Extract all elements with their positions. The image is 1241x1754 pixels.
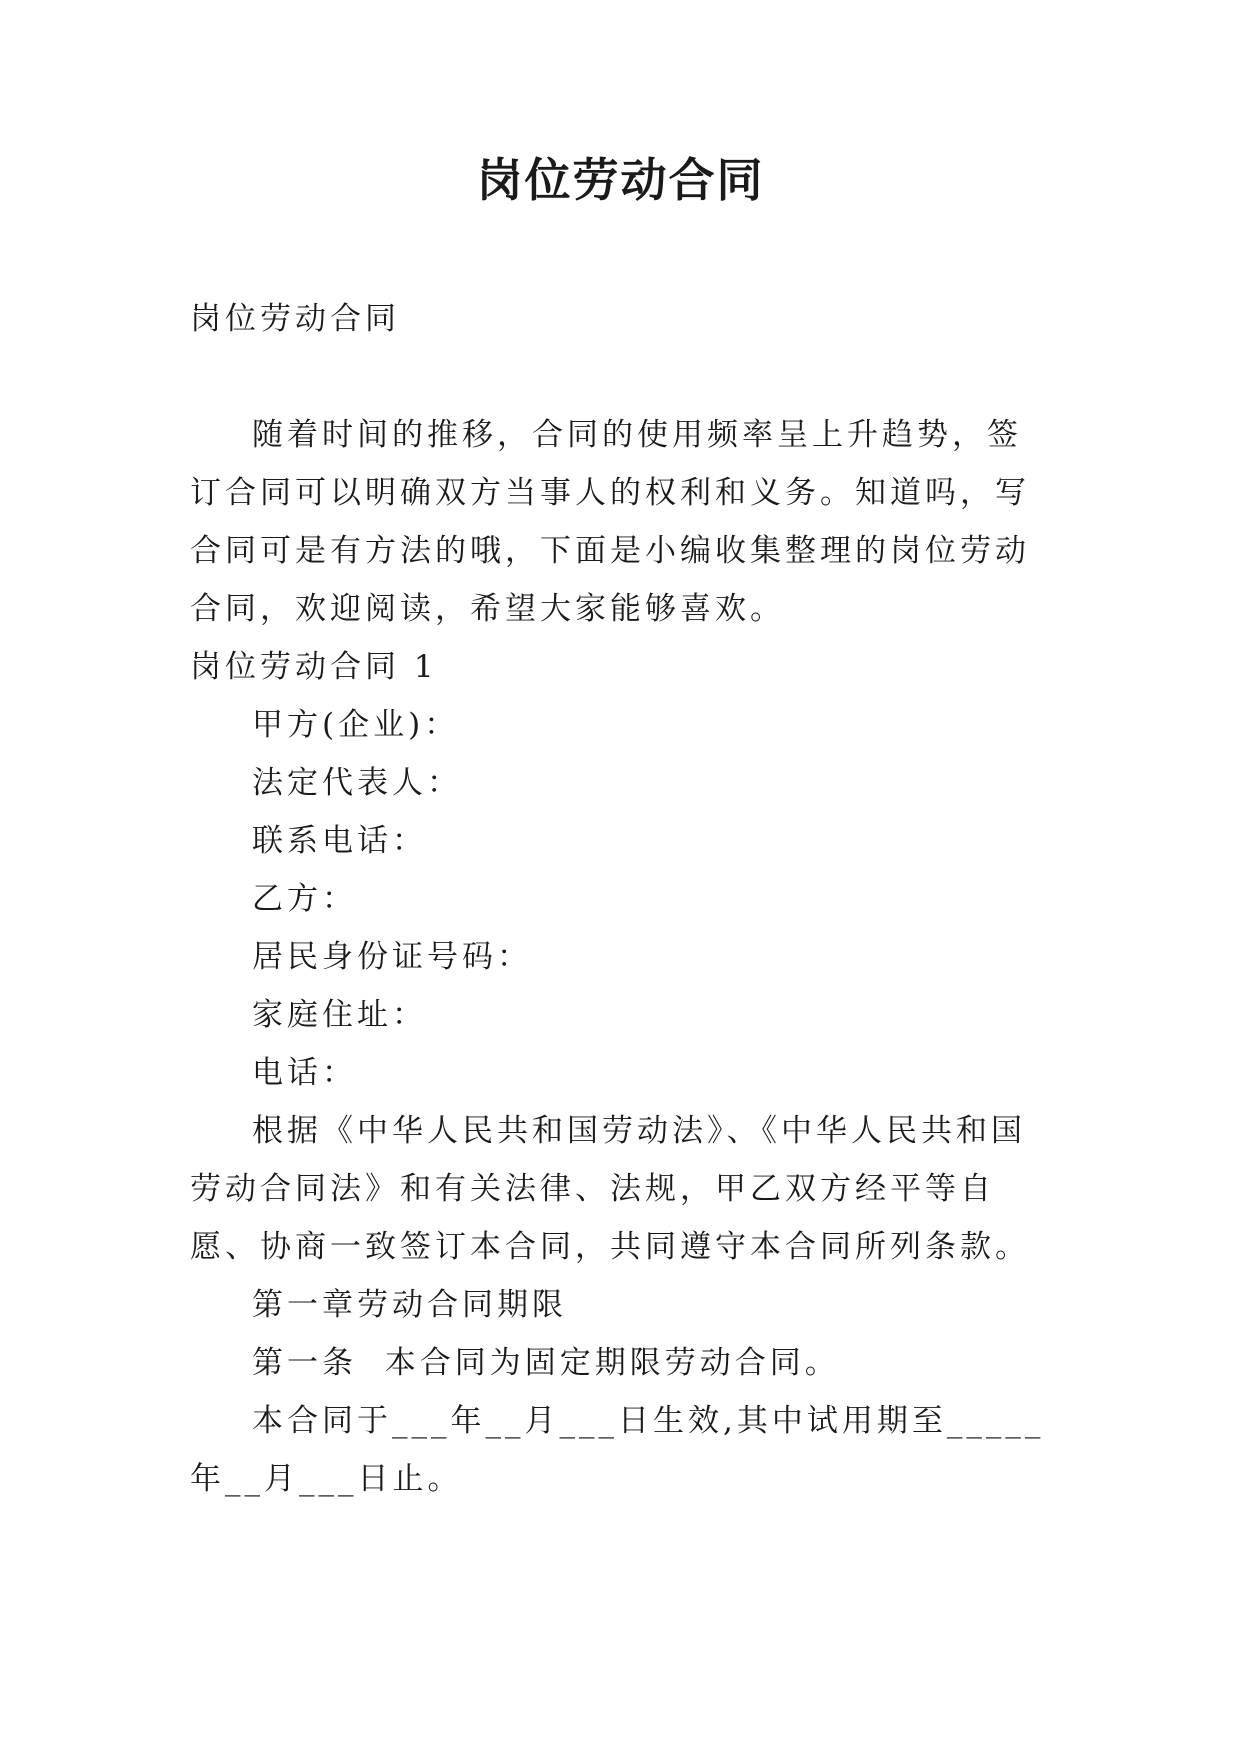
document-subtitle: 岗位劳动合同 (190, 301, 400, 337)
contact-phone-field: 联系电话： (252, 823, 427, 859)
phone-field: 电话： (252, 1055, 357, 1091)
home-address-field: 家庭住址： (252, 997, 427, 1033)
party-a-field: 甲方(企业)： (252, 707, 460, 743)
id-number-field: 居民身份证号码： (252, 939, 532, 975)
document-body (190, 290, 1052, 1508)
document-title: 岗位劳动合同 (476, 153, 765, 207)
intro-paragraph: 随着时间的推移，合同的使用频率呈上升趋势，签订合同可以明确双方当事人的权利和义务。知道吗，写合同可是有方法的哦，下面是小编收集整理的岗位劳动合同，欢迎阅读，希望大家能够喜欢。 (190, 417, 1030, 627)
chapter-heading: 第一章劳动合同期限 (252, 1287, 567, 1323)
legal-basis-paragraph: 根据《中华人民共和国劳动法》、《中华人民共和国劳动合同法》和有关法律、法规，甲乙双方经平等自愿、协商一致签订本合同，共同遵守本合同所列条款。 (190, 1113, 1030, 1265)
effective-date-clause: 本合同于___年__月___日生效,其中试用期至_____年__月___日止。 (190, 1403, 1045, 1497)
article-one: 第一条 本合同为固定期限劳动合同。 (252, 1345, 840, 1381)
legal-rep-field: 法定代表人： (252, 765, 462, 801)
party-b-field: 乙方： (252, 881, 357, 917)
section-heading: 岗位劳动合同 1 (190, 649, 438, 685)
